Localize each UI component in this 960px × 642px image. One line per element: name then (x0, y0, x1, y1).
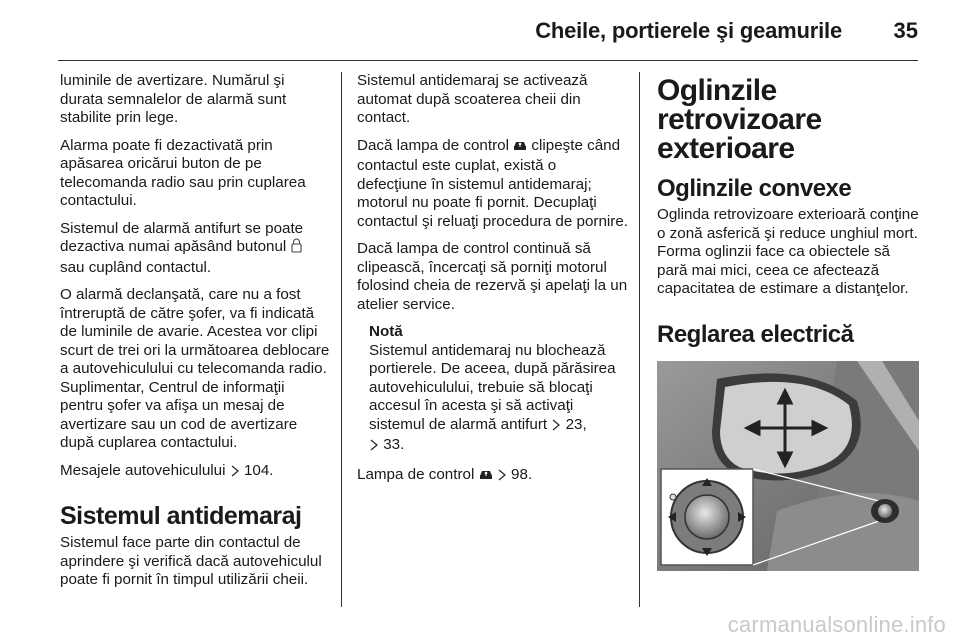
note-title: Notă (369, 323, 403, 340)
page-reference-link[interactable]: 98 (511, 465, 528, 483)
page-header (0, 0, 960, 62)
text: clipeşte când contactul este cuplat, există o defecţiune în sistemul antidemaraj; motorul nu poate fi pornit. Decuplaţi contactul şi reluaţi procedura de pornire. (357, 136, 628, 230)
page-number: 35 (893, 18, 918, 43)
lock-button-icon (291, 238, 302, 259)
paragraph: Oglinda retrovizoare exterioară conţine o zonă asferică şi reduce unghiul mort. Forma oglinzii face ca obiectele să pară mai mici, ceea ce afectează capacitatea de estimare a distanţelor. (657, 206, 919, 297)
paragraph (60, 462, 330, 483)
column-3 (657, 72, 919, 571)
paragraph: Sistemul antidemaraj se activează automat după scoaterea cheii din contact. (357, 72, 588, 126)
page-ref-arrow-icon (551, 418, 561, 437)
watermark: carmanualsonline.info (727, 612, 946, 637)
text: Dacă lampa de control (357, 136, 514, 154)
paragraph (60, 220, 330, 278)
note-text: Sistemul antidemaraj nu blochează portierele. De aceea, după părăsirea autovehiculului, trebuie să blocaţi accesul în acesta şi să activaţi sistemul de alarmă antifurt (369, 341, 616, 433)
text: Sistemul de alarmă antifurt se poate dezactiva numai apăsând butonul (60, 219, 304, 255)
page-reference-link[interactable]: 33 (383, 436, 401, 453)
page-ref-arrow-icon (230, 464, 240, 483)
paragraph (357, 137, 629, 232)
paragraph (357, 466, 629, 487)
page-title: Cheile, portierele şi geamurile (535, 18, 842, 43)
paragraph: luminile de avertizare. Numărul şi durata semnalelor de alarmă sunt stabilite prin lege. (60, 72, 287, 126)
mirror-control-illustration (657, 361, 919, 571)
section-heading: Sistemul antidemaraj (60, 502, 302, 530)
page-reference-link[interactable]: 23 (565, 415, 583, 433)
header-divider (58, 60, 918, 61)
text: , (582, 415, 587, 433)
column-2 (357, 72, 629, 495)
car-key-lamp-icon (479, 468, 493, 487)
column-divider-1 (341, 72, 342, 607)
page-ref-arrow-icon (369, 438, 379, 457)
page-reference-link[interactable]: 104 (243, 461, 270, 479)
text: . (527, 465, 533, 483)
text: Lampa de control (357, 465, 479, 483)
text: . (269, 461, 274, 479)
text: . (400, 436, 405, 453)
subsection-heading: Reglarea electrică (657, 320, 854, 348)
car-key-lamp-icon (513, 139, 527, 158)
page-ref-arrow-icon (497, 468, 507, 487)
subsection-heading: Oglinzile convexe (657, 175, 852, 202)
paragraph: Dacă lampa de control continuă să clipească, încercaţi să porniţi motorul folosind cheia de rezervă şi apelaţi la un atelier service. (357, 240, 628, 313)
note-box (369, 323, 629, 457)
paragraph: Sistemul face parte din contactul de aprindere şi verifică dacă autovehiculul poate fi pornit în timpul utilizării cheii. (60, 534, 322, 588)
paragraph: Alarma poate fi dezactivată prin apăsarea oricărui buton de pe telecomanda radio sau prin cuplarea contactului. (60, 136, 306, 209)
column-1 (60, 72, 330, 599)
text: Mesajele autovehiculului (60, 461, 230, 479)
paragraph: O alarmă declanşată, care nu a fost întreruptă de către şofer, va fi indicată de luminile de avarie. Acestea vor clipi scurt de trei ori la următoarea deblocare a autovehiculului cu telecomanda radio. Suplimentar, Centrul de informaţii pentru şofer va afişa un mesaj de avertizare sau un cod de avertizare după cuplarea contactului. (60, 286, 330, 451)
text: sau cuplând contactul. (60, 258, 212, 276)
chapter-heading: Oglinzile retrovizoare exterioare (657, 74, 822, 165)
column-divider-2 (639, 72, 640, 607)
